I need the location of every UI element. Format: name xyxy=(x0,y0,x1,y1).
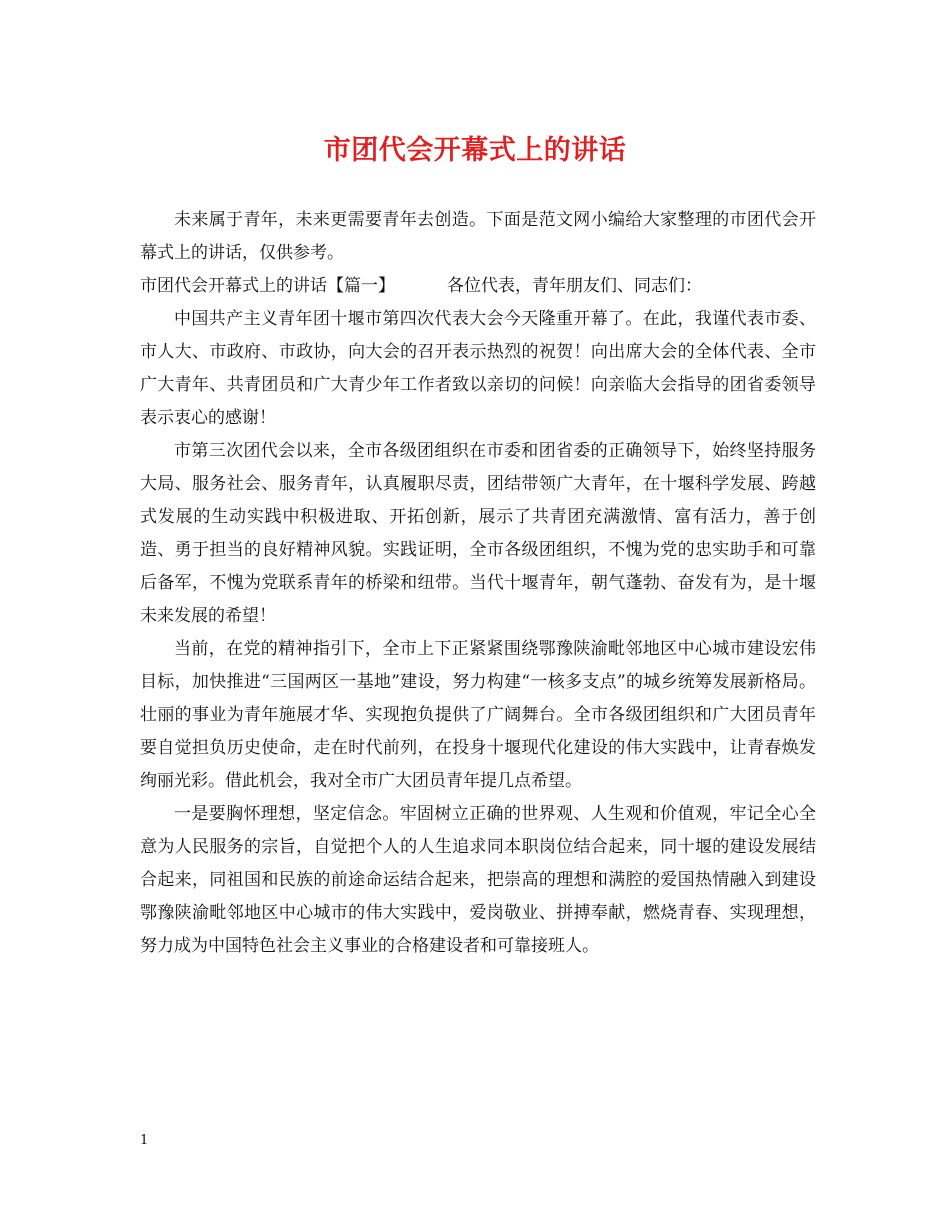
section-heading-line xyxy=(140,270,816,303)
salutation: 各位代表，青年朋友们、同志们： xyxy=(447,276,702,296)
document-body xyxy=(140,204,816,963)
body-paragraph-3: 当前，在党的精神指引下，全市上下正紧紧围绕鄂豫陕渝毗邻地区中心城市建设宏伟目标，加快推进“三国两区一基地”建设，努力构建“一核多支点”的城乡统筹发展新格局。壮丽的事业为青年施展才华、实现抱负提供了广阔舞台。全市各级团组织和广大团员青年要自觉担负历史使命，走在时代前列，在投身十堰现代化建设的伟大实践中，让青春焕发绚丽光彩。借此机会，我对全市广大团员青年提几点希望。 xyxy=(140,639,816,791)
body-paragraph-4: 一是要胸怀理想，坚定信念。牢固树立正确的世界观、人生观和价值观，牢记全心全意为人民服务的宗旨，自觉把个人的人生追求同本职岗位结合起来，同十堰的建设发展结合起来，同祖国和民族的前途命运结合起来，把崇高的理想和满腔的爱国热情融入到建设鄂豫陕渝毗邻地区中心城市的伟大实践中，爱岗敬业、拼搏奉献，燃烧青春、实现理想，努力成为中国特色社会主义事业的合格建设者和可靠接班人。 xyxy=(140,804,816,956)
section-heading: 市团代会开幕式上的讲话【篇一】 xyxy=(140,276,395,296)
document-title: 市团代会开幕式上的讲话 xyxy=(323,135,627,166)
intro-paragraph: 未来属于青年，未来更需要青年去创造。下面是范文网小编给大家整理的市团代会开幕式上的讲话，仅供参考。 xyxy=(140,210,816,263)
body-paragraph-2: 市第三次团代会以来，全市各级团组织在市委和团省委的正确领导下，始终坚持服务大局、服务社会、服务青年，认真履职尽责，团结带领广大青年，在十堰科学发展、跨越式发展的生动实践中积极进取、开拓创新，展示了共青团充满激情、富有活力，善于创造、勇于担当的良好精神风貌。实践证明，全市各级团组织，不愧为党的忠实助手和可靠后备军，不愧为党联系青年的桥梁和纽带。当代十堰青年，朝气蓬勃、奋发有为，是十堰未来发展的希望！ xyxy=(140,441,816,626)
page-number: 1 xyxy=(140,1133,149,1148)
body-paragraph-1: 中国共产主义青年团十堰市第四次代表大会今天隆重开幕了。在此，我谨代表市委、市人大、市政府、市政协，向大会的召开表示热烈的祝贺！向出席大会的全体代表、全市广大青年、共青团员和广大青少年工作者致以亲切的问候！向亲临大会指导的团省委领导表示衷心的感谢！ xyxy=(140,309,816,428)
